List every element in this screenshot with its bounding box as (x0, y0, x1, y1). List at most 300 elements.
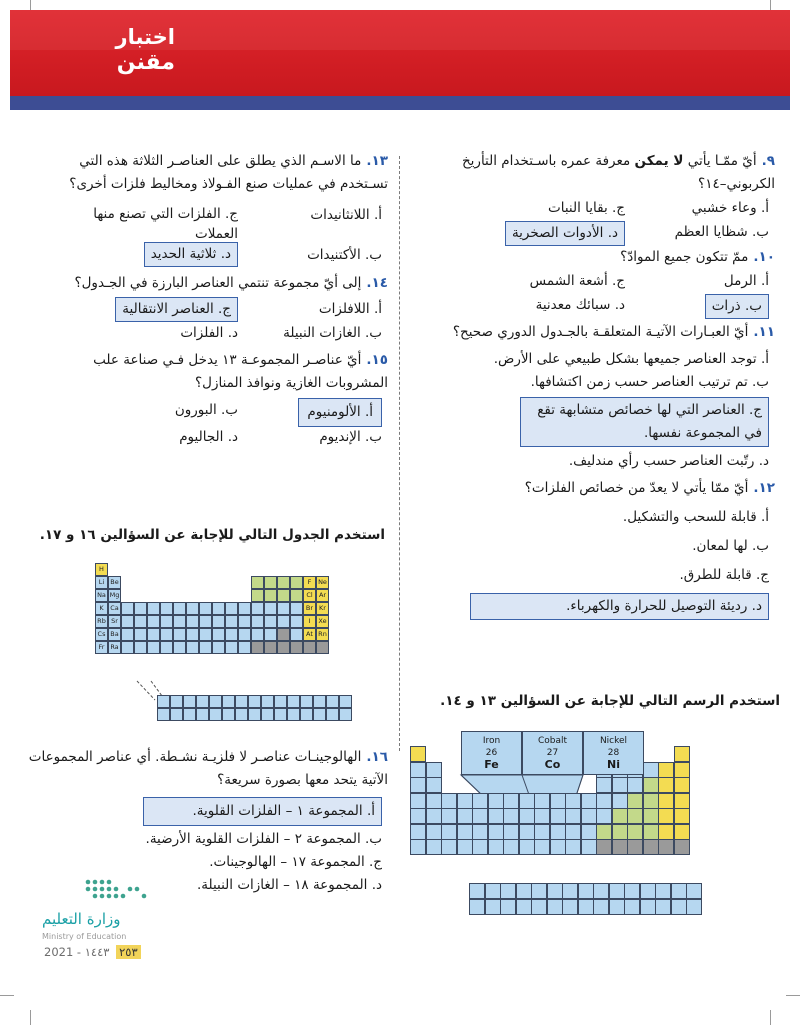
option-c-answer[interactable]: ج. العناصر التي لها خصائص متشابهة تقع في المجموعة نفسها. (520, 397, 769, 447)
ministry-name-en: Ministry of Education (42, 932, 127, 941)
element-cell: Rb (95, 615, 108, 628)
question-13 (28, 150, 388, 268)
element-cell: Na (95, 589, 108, 602)
element-cell (121, 628, 134, 641)
element-cell (121, 615, 134, 628)
question-text (28, 272, 388, 295)
element-cell (627, 824, 643, 840)
options-row (410, 269, 775, 293)
element-cell: Mg (108, 589, 121, 602)
lanthanide-cell (593, 883, 609, 899)
page-number (44, 945, 141, 959)
element-cell: Xe (316, 615, 329, 628)
lanthanide-cell (287, 708, 300, 721)
element-cell (612, 824, 628, 840)
element-cell: Br (303, 602, 316, 615)
element-cell (457, 824, 473, 840)
question-text-part: أيّ العبـارات الآتيـة المتعلقـة بالجـدول الدوري صحيح؟ (452, 324, 749, 340)
ministry-name-ar: وزارة التعليم (42, 910, 121, 928)
element-cell (290, 602, 303, 615)
question-number: ٩. (761, 153, 775, 169)
element-cell (316, 641, 329, 654)
lanthanide-cell (531, 899, 547, 915)
element-cell (238, 641, 251, 654)
element-cell (457, 793, 473, 809)
option-d[interactable]: د. رتّبت العناصر حسب رأي مندليف. (568, 453, 769, 469)
element-cell (519, 808, 535, 824)
element-cell (612, 793, 628, 809)
options-row (28, 196, 388, 240)
title-line-1: اختبار (115, 25, 175, 49)
element-cell (550, 793, 566, 809)
element-cell (426, 824, 442, 840)
question-text (410, 321, 775, 344)
element-cell (674, 793, 690, 809)
element-cell (674, 839, 690, 855)
element-cell (134, 628, 147, 641)
lanthanide-cell (326, 708, 339, 721)
element-cell (472, 808, 488, 824)
element-cell (488, 839, 504, 855)
question-number: ١٢. (753, 480, 775, 496)
element-name: Iron (482, 736, 501, 746)
element-cell (519, 839, 535, 855)
element-cell (550, 839, 566, 855)
crop-mark (786, 995, 800, 996)
lanthanide-cell (313, 695, 326, 708)
element-cell (199, 615, 212, 628)
element-number: 27 (546, 748, 559, 758)
element-cell: Cl (303, 589, 316, 602)
instruction-q13-14: استخدم الرسم التالي للإجابة عن السؤالين ١٣ و ١٤. (440, 693, 780, 709)
element-cell (581, 824, 597, 840)
element-cell (596, 777, 612, 793)
element-cell (199, 602, 212, 615)
option-b[interactable]: ب. الغازات النبيلة (283, 325, 382, 341)
element-cell (147, 641, 160, 654)
question-number: ١١. (753, 324, 775, 340)
lanthanide-cell (624, 899, 640, 915)
option-d-answer[interactable]: د. رديئة التوصيل للحرارة والكهرباء. (470, 593, 769, 620)
question-text-part: الهالوجينـات عناصـر لا فلزيـة نشـطة. أي عناصر المجموعات الآتية يتحد معها بصورة سريعة؟ (28, 749, 388, 788)
element-cell (643, 808, 659, 824)
options-row (410, 196, 775, 220)
element-cell (277, 628, 290, 641)
element-cell (457, 808, 473, 824)
element-cell (612, 777, 628, 793)
option-d[interactable]: د. الفلزات (180, 325, 238, 341)
periodic-table-groups (95, 563, 395, 733)
element-tile-nickel (583, 731, 644, 775)
lanthanide-cell (261, 695, 274, 708)
element-cell (643, 839, 659, 855)
lanthanide-cell (183, 708, 196, 721)
option-c[interactable]: ج. الفلزات التي تصنع منها العملات (93, 206, 238, 242)
element-cell (251, 589, 264, 602)
option-d[interactable]: د. سبائك معدنية (535, 297, 625, 313)
ministry-logo (38, 880, 158, 950)
periodic-table-callout (405, 725, 785, 925)
element-cell (238, 615, 251, 628)
element-cell (264, 589, 277, 602)
element-cell (410, 824, 426, 840)
lanthanide-cell (593, 899, 609, 915)
element-cell (160, 602, 173, 615)
options-row (410, 293, 775, 317)
lanthanide-cell (287, 695, 300, 708)
element-cell (565, 839, 581, 855)
element-cell (264, 615, 277, 628)
left-column (28, 150, 388, 449)
option-a[interactable]: أ. اللافلزات (318, 301, 382, 317)
left-column-bottom (28, 746, 388, 897)
lanthanide-cell (671, 899, 687, 915)
lanthanide-cell (170, 695, 183, 708)
element-cell (410, 839, 426, 855)
lanthanide-cell (196, 695, 209, 708)
element-cell (303, 641, 316, 654)
question-text-emphasis: لا يمكن (634, 153, 684, 169)
question-11 (410, 321, 775, 473)
element-cell (134, 602, 147, 615)
element-cell: Ar (316, 589, 329, 602)
element-cell (519, 793, 535, 809)
options-row (410, 220, 775, 244)
option-a[interactable]: أ. قابلة للسحب والتشكيل. (622, 509, 769, 525)
lanthanide-cell (274, 695, 287, 708)
lanthanide-cell (547, 899, 563, 915)
element-cell: At (303, 628, 316, 641)
question-9 (410, 150, 775, 244)
lanthanide-cell (516, 883, 532, 899)
element-cell (225, 628, 238, 641)
crop-mark (770, 1010, 771, 1025)
element-cell (186, 628, 199, 641)
element-cell (410, 762, 426, 778)
page-badge: ٢٥٣ (116, 945, 141, 959)
question-text-part: أيّ ممّـا يأتي (683, 153, 757, 169)
element-cell: K (95, 602, 108, 615)
option-d-answer[interactable]: د. الأدوات الصخرية (505, 221, 625, 246)
element-cell (290, 641, 303, 654)
element-cell (160, 615, 173, 628)
question-text-part: ممّ تتكون جميع الموادّ؟ (620, 249, 749, 265)
lanthanide-cell (222, 708, 235, 721)
lanthanide-cell (261, 708, 274, 721)
element-cell (503, 793, 519, 809)
lanthanide-cell (500, 899, 516, 915)
element-cell (674, 824, 690, 840)
element-cell: H (95, 563, 108, 576)
element-cell: Ba (108, 628, 121, 641)
element-cell (612, 839, 628, 855)
element-cell (658, 839, 674, 855)
element-cell (410, 777, 426, 793)
lanthanide-cell (547, 883, 563, 899)
question-number: ١٠. (753, 249, 775, 265)
option-c[interactable]: ج. أشعة الشمس (529, 273, 625, 289)
element-symbol: Co (544, 758, 561, 771)
question-10 (410, 246, 775, 317)
lanthanide-cell (300, 708, 313, 721)
element-cell (212, 602, 225, 615)
page-title (65, 24, 175, 76)
lanthanide-cell (196, 708, 209, 721)
element-cell (441, 824, 457, 840)
option-b[interactable]: ب. الأكتنيدات (307, 247, 382, 263)
option-b[interactable]: ب. شظايا العظم (674, 224, 769, 240)
element-cell (596, 839, 612, 855)
element-cell (658, 777, 674, 793)
element-symbol: Fe (484, 758, 499, 771)
option-c[interactable]: ج. بقايا النبات (548, 200, 625, 216)
element-cell (472, 824, 488, 840)
element-cell: Rn (316, 628, 329, 641)
option-b[interactable]: ب. تم ترتيب العناصر حسب زمن اكتشافها. (530, 374, 769, 390)
element-cell (426, 762, 442, 778)
element-cell (643, 762, 659, 778)
element-cell: Be (108, 576, 121, 589)
element-cell (277, 576, 290, 589)
question-text (410, 246, 775, 269)
lanthanide-cell (562, 899, 578, 915)
lanthanide-cell (469, 899, 485, 915)
element-cell (199, 641, 212, 654)
element-cell (121, 641, 134, 654)
element-cell (186, 615, 199, 628)
element-cell (290, 628, 303, 641)
lanthanide-cell (485, 883, 501, 899)
element-cell: Ca (108, 602, 121, 615)
option-a[interactable]: أ. توجد العناصر جميعها بشكل طبيعي على الأرض. (493, 351, 769, 367)
lanthanide-cell (157, 708, 170, 721)
element-cell (186, 602, 199, 615)
element-cell (426, 808, 442, 824)
element-cell (565, 808, 581, 824)
question-text-part: ما الاسـم الذي يطلق على العناصـر الثلاثة هذه التي تسـتخدم في عمليات صنع الفـولاذ ومخاليط فلزات أخرى؟ (69, 153, 388, 192)
lanthanide-cell (326, 695, 339, 708)
element-cell (134, 641, 147, 654)
lanthanide-cell (339, 708, 352, 721)
element-cell (238, 602, 251, 615)
question-number: ١٤. (366, 275, 388, 291)
element-cell (277, 641, 290, 654)
lanthanide-cell (222, 695, 235, 708)
options-row (28, 240, 388, 268)
element-cell (565, 793, 581, 809)
option-c[interactable]: ج. قابلة للطرق. (679, 567, 769, 583)
lanthanide-cell (516, 899, 532, 915)
element-cell (160, 641, 173, 654)
lanthanide-cell (609, 883, 625, 899)
element-cell (674, 808, 690, 824)
element-cell: I (303, 615, 316, 628)
options-row (28, 295, 388, 321)
banner-blue-band (10, 96, 790, 110)
question-text (410, 477, 775, 500)
option-a-answer[interactable]: أ. المجموعة ١ – الفلزات القلوية. (143, 797, 382, 826)
crop-mark (30, 1010, 31, 1025)
element-cell (251, 602, 264, 615)
element-cell (147, 615, 160, 628)
element-cell (225, 641, 238, 654)
element-cell (643, 824, 659, 840)
element-number: 28 (607, 748, 620, 758)
element-cell (519, 824, 535, 840)
option-d[interactable]: د. المجموعة ١٨ – الغازات النبيلة. (196, 877, 382, 893)
option-a-answer[interactable]: أ. الألومنيوم (298, 398, 382, 427)
element-cell (596, 793, 612, 809)
element-cell (441, 808, 457, 824)
option-a[interactable]: أ. وعاء خشبي (691, 200, 769, 216)
question-12 (410, 477, 775, 620)
element-cell (147, 602, 160, 615)
element-cell (173, 602, 186, 615)
element-cell (277, 615, 290, 628)
lanthanide-cell (339, 695, 352, 708)
option-b-2[interactable]: ب. الإنديوم (319, 429, 382, 445)
option-a[interactable]: أ. اللانثانيدات (310, 207, 382, 223)
element-cell (658, 793, 674, 809)
element-cell (173, 615, 186, 628)
element-cell (674, 746, 690, 762)
header-banner (10, 10, 790, 110)
lanthanide-cell (183, 695, 196, 708)
element-cell (612, 808, 628, 824)
question-text-part: معرفة عمره باسـتخدام التأريخ الكربوني–١٤؟ (461, 153, 775, 192)
element-tile-iron (461, 731, 522, 775)
option-a[interactable]: أ. الرمل (723, 273, 769, 289)
options-row (28, 395, 388, 425)
lanthanide-cell (248, 708, 261, 721)
element-cell (658, 762, 674, 778)
element-cell (472, 839, 488, 855)
element-cell (534, 793, 550, 809)
lanthanide-cell (313, 708, 326, 721)
element-cell (290, 615, 303, 628)
question-text-part: أيّ عناصـر المجموعـة ١٣ يدخل فـي صناعة علب المشروبات الغازية ونوافذ المنازل؟ (93, 352, 388, 391)
element-cell (627, 793, 643, 809)
element-cell (264, 576, 277, 589)
question-text (28, 150, 388, 196)
element-cell (212, 615, 225, 628)
element-cell (238, 628, 251, 641)
element-cell (147, 628, 160, 641)
element-cell (410, 808, 426, 824)
element-cell (550, 824, 566, 840)
element-cell (627, 808, 643, 824)
element-cell (160, 628, 173, 641)
element-cell (627, 777, 643, 793)
element-cell (658, 824, 674, 840)
element-cell (426, 839, 442, 855)
option-b[interactable]: ب. البورون (174, 402, 238, 418)
element-cell (225, 615, 238, 628)
lanthanide-cell (655, 883, 671, 899)
right-column (410, 150, 775, 620)
element-cell (534, 824, 550, 840)
option-b-answer[interactable]: ب. ذرات (705, 294, 769, 319)
lanthanide-cell (531, 883, 547, 899)
element-cell (643, 777, 659, 793)
lanthanide-cell (640, 883, 656, 899)
logo-dots (82, 876, 202, 912)
element-cell (173, 628, 186, 641)
element-cell (503, 824, 519, 840)
option-b[interactable]: ب. المجموعة ٢ – الفلزات القلوية الأرضية. (145, 831, 382, 847)
element-cell (426, 793, 442, 809)
element-cell: Ra (108, 641, 121, 654)
lanthanide-cell (609, 899, 625, 915)
element-cell (658, 808, 674, 824)
title-line-2: مقنن (116, 50, 175, 75)
question-number: ١٣. (366, 153, 388, 169)
question-text (410, 150, 775, 196)
element-cell (488, 824, 504, 840)
element-cell (212, 628, 225, 641)
element-symbol: Ni (607, 758, 620, 771)
element-cell (565, 824, 581, 840)
lanthanide-cell (157, 695, 170, 708)
lanthanide-cell (235, 708, 248, 721)
element-cell: Li (95, 576, 108, 589)
element-cell (441, 793, 457, 809)
element-cell (550, 808, 566, 824)
callout-box (461, 731, 644, 775)
lanthanide-cell (578, 883, 594, 899)
element-cell (674, 777, 690, 793)
lanthanide-cell (485, 899, 501, 915)
element-cell (534, 839, 550, 855)
element-cell (251, 576, 264, 589)
lanthanide-cell (170, 708, 183, 721)
option-b[interactable]: ب. لها لمعان. (692, 538, 769, 554)
option-c[interactable]: ج. المجموعة ١٧ – الهالوجينات. (209, 854, 382, 870)
question-text-part: إلى أيّ مجموعة تنتمي العناصر البارزة في الجـدول؟ (74, 275, 362, 291)
options-row (28, 321, 388, 345)
element-cell: Sr (108, 615, 121, 628)
element-cell (251, 641, 264, 654)
question-number: ١٥. (366, 352, 388, 368)
element-cell (457, 839, 473, 855)
element-cell (134, 615, 147, 628)
element-name: Nickel (599, 736, 628, 746)
lanthanide-cell (209, 708, 222, 721)
element-cell (581, 793, 597, 809)
element-cell (472, 793, 488, 809)
element-cell (410, 746, 426, 762)
lanthanide-cell (274, 708, 287, 721)
option-d-answer[interactable]: د. ثلاثية الحديد (144, 242, 238, 267)
element-cell (225, 602, 238, 615)
element-cell (264, 602, 277, 615)
element-cell (264, 628, 277, 641)
question-16 (28, 746, 388, 897)
lanthanide-cell (300, 695, 313, 708)
option-d[interactable]: د. الجاليوم (179, 429, 238, 445)
lanthanide-cell (248, 695, 261, 708)
element-cell (121, 602, 134, 615)
element-cell: Ne (316, 576, 329, 589)
question-14 (28, 272, 388, 345)
option-c-answer[interactable]: ج. العناصر الانتقالية (115, 297, 238, 322)
lanthanide-cell (500, 883, 516, 899)
question-number: ١٦. (366, 749, 388, 765)
element-cell (251, 628, 264, 641)
lanthanide-cell (624, 883, 640, 899)
element-cell (199, 628, 212, 641)
lanthanide-cell (562, 883, 578, 899)
